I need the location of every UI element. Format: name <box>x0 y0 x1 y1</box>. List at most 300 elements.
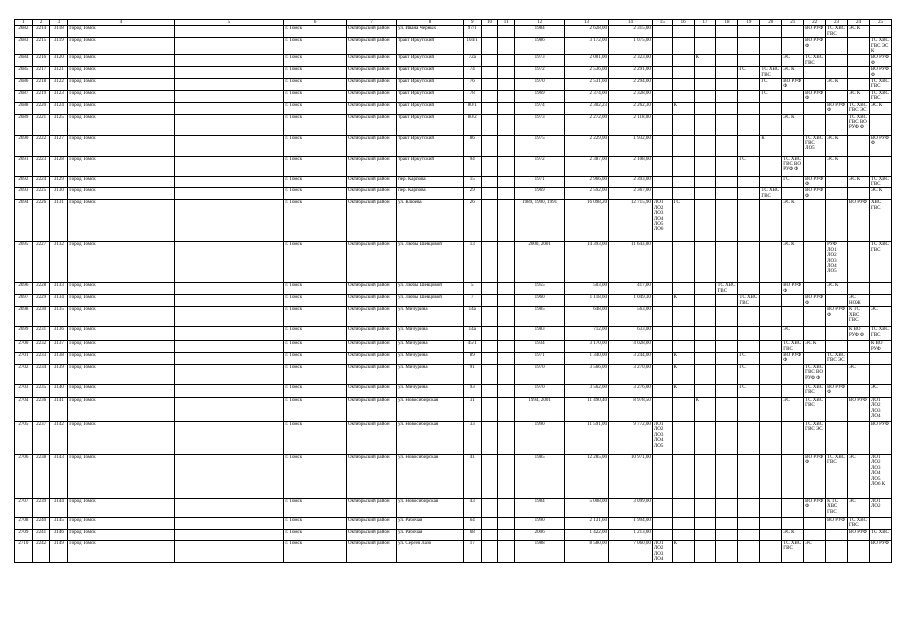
table-cell: 74 <box>463 67 481 79</box>
table-cell <box>760 352 782 364</box>
table-cell <box>672 90 694 102</box>
table-cell: 2223 <box>32 156 50 176</box>
table-cell <box>848 38 870 55</box>
table-cell <box>652 188 672 200</box>
table-cell <box>694 114 716 135</box>
table-cell <box>481 341 498 353</box>
table-cell: Город Томск <box>68 156 174 176</box>
table-cell: 3123 <box>50 90 68 102</box>
table-cell: 2237 <box>32 421 50 454</box>
table-cell: 2702 <box>15 364 33 384</box>
column-number: 12 <box>515 20 565 26</box>
table-cell: ТС ХВС ГВС <box>782 540 804 563</box>
table-cell: 2691 <box>15 156 33 176</box>
table-cell: ТС ХВС ГВС <box>869 242 891 283</box>
table-cell: 11 490,40 <box>565 397 609 421</box>
table-cell <box>174 38 284 55</box>
table-cell: 2241 <box>32 529 50 540</box>
table-cell: Октябрьский район <box>346 384 396 397</box>
table-cell <box>481 397 498 421</box>
table-cell: ЭС К <box>782 200 804 242</box>
table-cell <box>804 200 826 242</box>
table-cell <box>760 529 782 540</box>
table-cell: 3 562,00 <box>565 384 609 397</box>
table-cell <box>869 283 891 295</box>
table-cell: 2 536,00 <box>565 67 609 79</box>
table-cell: 1 422,00 <box>565 529 609 540</box>
table-cell <box>738 454 760 498</box>
table-cell <box>481 79 498 91</box>
table-cell: ТС ХВС ГВС ВО РУФ Ф <box>848 114 870 135</box>
table-cell: Город Томск <box>68 529 174 540</box>
table-cell: Город Томск <box>68 176 174 188</box>
table-cell <box>174 421 284 454</box>
table-cell: 1 075,00 <box>608 38 652 55</box>
table-cell <box>672 176 694 188</box>
table-row <box>15 327 892 341</box>
table-cell <box>174 364 284 384</box>
table-cell: Октябрьский район <box>346 242 396 283</box>
table-cell: ул. Новосибирская <box>397 454 464 498</box>
table-cell: ЭС К <box>782 114 804 135</box>
table-cell <box>498 327 515 341</box>
table-cell <box>498 200 515 242</box>
table-cell: 45/1 <box>463 341 481 353</box>
table-cell: ул. Рабочая <box>397 517 464 529</box>
table-cell <box>782 135 804 156</box>
table-cell <box>652 114 672 135</box>
table-cell: 2 108,60 <box>608 156 652 176</box>
table-cell <box>672 156 694 176</box>
table-cell: 1934 <box>515 341 565 353</box>
table-cell: 2 966,00 <box>565 176 609 188</box>
table-cell <box>498 352 515 364</box>
table-cell: 2 302,23 <box>565 102 609 114</box>
table-cell: 712,00 <box>565 327 609 341</box>
table-cell <box>804 67 826 79</box>
table-cell <box>716 454 738 498</box>
table-cell <box>804 517 826 529</box>
register-body <box>15 20 892 563</box>
column-number: 3 <box>50 20 68 26</box>
table-cell: К <box>672 384 694 397</box>
table-cell <box>498 188 515 200</box>
table-cell: ЭС К <box>869 102 891 114</box>
table-cell: ЭС К <box>804 341 826 353</box>
table-cell <box>804 242 826 283</box>
table-cell: ул. Любы Шевцовой <box>397 242 464 283</box>
table-cell: Город Томск <box>68 102 174 114</box>
table-cell <box>738 176 760 188</box>
table-row <box>15 454 892 498</box>
table-cell: 2228 <box>32 283 50 295</box>
table-cell: 2 592,00 <box>565 188 609 200</box>
table-cell: 94 <box>463 156 481 176</box>
table-cell: К <box>694 55 716 67</box>
table-cell: ВО РУФ Ф <box>826 102 848 114</box>
table-cell: ТС ХВС ГВС ЭС <box>826 352 848 364</box>
table-cell: ЭС К <box>848 176 870 188</box>
table-cell <box>848 341 870 353</box>
table-cell: Октябрьский район <box>346 200 396 242</box>
column-number: 19 <box>738 20 760 26</box>
table-cell: 2 294,00 <box>608 79 652 91</box>
table-cell: 10 971,00 <box>608 454 652 498</box>
table-cell: Город Томск <box>68 55 174 67</box>
table-cell <box>174 352 284 364</box>
table-cell: 2238 <box>32 454 50 498</box>
table-cell <box>694 421 716 454</box>
table-cell <box>174 384 284 397</box>
table-cell: Город Томск <box>68 295 174 307</box>
table-cell: Октябрьский район <box>346 295 396 307</box>
table-cell: ул. Сергея Лазо <box>397 540 464 563</box>
table-cell: 26 <box>463 200 481 242</box>
table-cell <box>481 295 498 307</box>
table-cell: г. Томск <box>284 55 347 67</box>
table-cell: 2689 <box>15 114 33 135</box>
table-cell <box>826 188 848 200</box>
table-cell: г. Томск <box>284 327 347 341</box>
table-cell <box>481 242 498 283</box>
table-cell <box>716 156 738 176</box>
table-cell: Город Томск <box>68 90 174 102</box>
table-cell: ЭС <box>782 55 804 67</box>
table-cell: ВО РУФ Ф <box>782 352 804 364</box>
table-cell <box>804 529 826 540</box>
table-cell <box>481 283 498 295</box>
table-cell <box>782 384 804 397</box>
table-cell: ТС ХВС ГВС <box>848 517 870 529</box>
table-cell: ТС ХВС ГВС <box>804 397 826 421</box>
table-cell: ЛО1 ЛО2 ЛО3 ЛО4 <box>869 397 891 421</box>
table-cell <box>804 156 826 176</box>
table-cell <box>716 517 738 529</box>
table-cell <box>652 102 672 114</box>
table-cell: ТС ХВС ГВС <box>869 176 891 188</box>
table-cell: ВО РУФ Ф <box>826 307 848 327</box>
table-cell: ЭС К <box>826 79 848 91</box>
table-cell: ЭС К <box>826 156 848 176</box>
table-cell: Город Томск <box>68 397 174 421</box>
table-cell <box>481 307 498 327</box>
table-cell: г. Томск <box>284 341 347 353</box>
table-cell: ХВС ГВС <box>869 200 891 242</box>
table-cell <box>848 55 870 67</box>
table-cell: г. Томск <box>284 397 347 421</box>
table-cell <box>760 327 782 341</box>
table-cell: 41 <box>463 454 481 498</box>
table-cell: ЭС К <box>848 26 870 38</box>
table-cell <box>498 114 515 135</box>
table-cell <box>826 176 848 188</box>
table-cell <box>652 283 672 295</box>
column-number: 18 <box>716 20 738 26</box>
table-cell <box>716 498 738 517</box>
table-cell: Октябрьский район <box>346 397 396 421</box>
column-number: 21 <box>782 20 804 26</box>
table-cell: 2000, 2001 <box>515 242 565 283</box>
table-cell <box>738 517 760 529</box>
table-cell: 5 008,00 <box>565 498 609 517</box>
table-cell: 2222 <box>32 135 50 156</box>
table-row <box>15 307 892 327</box>
table-cell <box>804 327 826 341</box>
table-cell: 3140 <box>50 384 68 397</box>
table-cell: 2 229,00 <box>565 135 609 156</box>
table-cell: ВО РУФ Ф <box>869 55 891 67</box>
table-cell: 2 291,00 <box>608 67 652 79</box>
table-cell <box>672 79 694 91</box>
table-cell: 1969 <box>515 90 565 102</box>
table-cell: К ТС ХВС ГВС <box>848 307 870 327</box>
table-cell <box>481 364 498 384</box>
table-cell: 97/1 <box>463 26 481 38</box>
table-cell: 1975 <box>515 135 565 156</box>
table-cell <box>652 242 672 283</box>
table-cell: ТС ХВС ГВС <box>869 79 891 91</box>
table-cell: тракт Иркутский <box>397 114 464 135</box>
table-cell: Город Томск <box>68 135 174 156</box>
table-cell: 3132 <box>50 242 68 283</box>
table-cell: ул. Новосибирская <box>397 397 464 421</box>
table-cell: 11 591,00 <box>565 421 609 454</box>
table-cell: Октябрьский район <box>346 540 396 563</box>
table-cell <box>760 421 782 454</box>
table-cell <box>716 90 738 102</box>
table-cell: ЛО1 ЛО2 <box>869 498 891 517</box>
table-cell: Октябрьский район <box>346 55 396 67</box>
table-cell <box>782 102 804 114</box>
table-cell: ГС <box>782 176 804 188</box>
table-cell <box>694 176 716 188</box>
table-cell <box>716 114 738 135</box>
table-cell: 14а <box>463 327 481 341</box>
table-cell: Город Томск <box>68 498 174 517</box>
table-cell: 2 315,00 <box>608 26 652 38</box>
table-cell <box>826 90 848 102</box>
table-cell: ул. Мичурина <box>397 384 464 397</box>
table-cell: 1 118,60 <box>565 295 609 307</box>
table-cell: Октябрьский район <box>346 156 396 176</box>
table-cell <box>782 498 804 517</box>
table-cell: 2239 <box>32 498 50 517</box>
table-cell: Октябрьский район <box>346 307 396 327</box>
table-cell <box>174 55 284 67</box>
table-cell: ЭС <box>848 364 870 384</box>
table-cell <box>694 26 716 38</box>
table-cell: ТС ХВС ГВС <box>869 90 891 102</box>
table-cell: тракт Иркутский <box>397 55 464 67</box>
table-cell: ВО РУФ <box>826 517 848 529</box>
table-cell <box>738 307 760 327</box>
table-cell <box>826 114 848 135</box>
table-cell: 3141 <box>50 397 68 421</box>
table-cell: ЭС К <box>782 67 804 79</box>
table-cell <box>848 156 870 176</box>
table-cell: 3121 <box>50 67 68 79</box>
table-cell: 633,00 <box>608 327 652 341</box>
table-cell: 2 387,00 <box>565 156 609 176</box>
table-cell: ЛО1 ЛО2 ЛО3 ЛО4 ЛО5 <box>652 421 672 454</box>
table-cell: Октябрьский район <box>346 421 396 454</box>
table-cell: г. Томск <box>284 295 347 307</box>
table-cell: К ВО РУФ <box>869 341 891 353</box>
table-cell: 86 <box>463 135 481 156</box>
table-cell: 1972 <box>515 156 565 176</box>
table-cell: К <box>672 540 694 563</box>
table-cell <box>738 38 760 55</box>
table-cell: 2235 <box>32 384 50 397</box>
table-cell <box>672 529 694 540</box>
table-cell: Город Томск <box>68 200 174 242</box>
table-cell: ВО РУФ <box>848 397 870 421</box>
table-cell <box>652 156 672 176</box>
table-cell <box>481 454 498 498</box>
table-cell <box>869 352 891 364</box>
table-cell: К <box>672 295 694 307</box>
table-cell: 1990 <box>515 517 565 529</box>
table-cell: 2 328,00 <box>608 90 652 102</box>
table-cell <box>782 26 804 38</box>
table-cell <box>869 26 891 38</box>
table-cell: 2704 <box>15 397 33 421</box>
table-cell: Город Томск <box>68 38 174 55</box>
table-cell: 80/1 <box>463 102 481 114</box>
table-cell: Город Томск <box>68 352 174 364</box>
table-cell <box>174 454 284 498</box>
table-row <box>15 498 892 517</box>
table-cell <box>826 540 848 563</box>
table-cell <box>848 135 870 156</box>
table-cell <box>652 498 672 517</box>
table-cell <box>694 242 716 283</box>
table-cell: ул. Новосибирская <box>397 421 464 454</box>
table-cell <box>498 176 515 188</box>
table-cell <box>738 102 760 114</box>
table-cell: 3122 <box>50 79 68 91</box>
table-cell <box>652 341 672 353</box>
table-row <box>15 517 892 529</box>
table-cell <box>174 90 284 102</box>
table-cell <box>716 26 738 38</box>
table-cell: 2 374,00 <box>565 90 609 102</box>
table-cell: тракт Иркутский <box>397 156 464 176</box>
table-cell: ТС ХВС ГВС <box>782 341 804 353</box>
table-cell <box>760 200 782 242</box>
table-cell: Октябрьский район <box>346 26 396 38</box>
table-cell: 1988 <box>515 540 565 563</box>
table-cell <box>174 540 284 563</box>
table-row <box>15 384 892 397</box>
table-cell: 1994, 2001 <box>515 397 565 421</box>
table-cell <box>174 307 284 327</box>
table-cell <box>782 90 804 102</box>
table-cell <box>694 341 716 353</box>
table-cell: Октябрьский район <box>346 38 396 55</box>
table-cell <box>694 38 716 55</box>
table-cell: г. Томск <box>284 200 347 242</box>
table-cell: Город Томск <box>68 26 174 38</box>
table-cell: г. Томск <box>284 352 347 364</box>
table-cell <box>481 135 498 156</box>
table-cell: 3138 <box>50 352 68 364</box>
table-row <box>15 26 892 38</box>
table-cell: Октябрьский район <box>346 283 396 295</box>
table-row <box>15 364 892 384</box>
table-cell <box>694 352 716 364</box>
table-cell <box>174 176 284 188</box>
table-cell <box>694 327 716 341</box>
table-cell: г. Томск <box>284 38 347 55</box>
table-cell: 2226 <box>32 200 50 242</box>
table-cell: 89 <box>463 352 481 364</box>
table-cell <box>760 156 782 176</box>
table-cell: 1960 <box>515 295 565 307</box>
table-cell <box>869 114 891 135</box>
table-cell: пер. Карпова <box>397 188 464 200</box>
table-cell <box>738 283 760 295</box>
table-cell <box>174 200 284 242</box>
table-cell: ЭС К <box>782 242 804 283</box>
table-cell: ВО РУФ Ф <box>782 283 804 295</box>
table-cell <box>738 188 760 200</box>
table-cell <box>498 26 515 38</box>
table-cell: ТС ХВС ГВС <box>826 454 848 498</box>
table-row <box>15 200 892 242</box>
table-cell: 7 060,00 <box>608 540 652 563</box>
table-cell: 72а <box>463 55 481 67</box>
table-cell: 648,00 <box>565 307 609 327</box>
table-cell <box>174 327 284 341</box>
table-cell <box>782 364 804 384</box>
table-cell <box>760 454 782 498</box>
table-cell: 3 276,00 <box>608 384 652 397</box>
table-cell: 12 285,00 <box>565 454 609 498</box>
table-cell: 2214 <box>32 26 50 38</box>
table-cell: ГС <box>738 352 760 364</box>
table-row <box>15 529 892 540</box>
table-cell: 3124 <box>50 102 68 114</box>
table-cell <box>738 114 760 135</box>
table-cell <box>716 67 738 79</box>
table-cell <box>716 102 738 114</box>
table-cell: 1974 <box>515 102 565 114</box>
table-cell <box>481 529 498 540</box>
table-cell <box>716 188 738 200</box>
table-cell <box>716 397 738 421</box>
table-cell <box>672 38 694 55</box>
table-cell <box>481 188 498 200</box>
table-row <box>15 90 892 102</box>
table-cell: 1984 <box>515 498 565 517</box>
table-cell <box>716 55 738 67</box>
table-cell <box>804 283 826 295</box>
table-cell <box>760 517 782 529</box>
table-cell <box>498 529 515 540</box>
table-cell: К ВО РУФ Ф <box>848 327 870 341</box>
table-row <box>15 156 892 176</box>
table-cell: 3 566,00 <box>565 364 609 384</box>
table-cell <box>738 26 760 38</box>
table-cell <box>481 90 498 102</box>
table-cell <box>174 114 284 135</box>
table-cell <box>738 421 760 454</box>
table-cell: ул. Рабочая <box>397 529 464 540</box>
table-cell <box>672 517 694 529</box>
table-cell: 3131 <box>50 200 68 242</box>
table-cell <box>826 200 848 242</box>
